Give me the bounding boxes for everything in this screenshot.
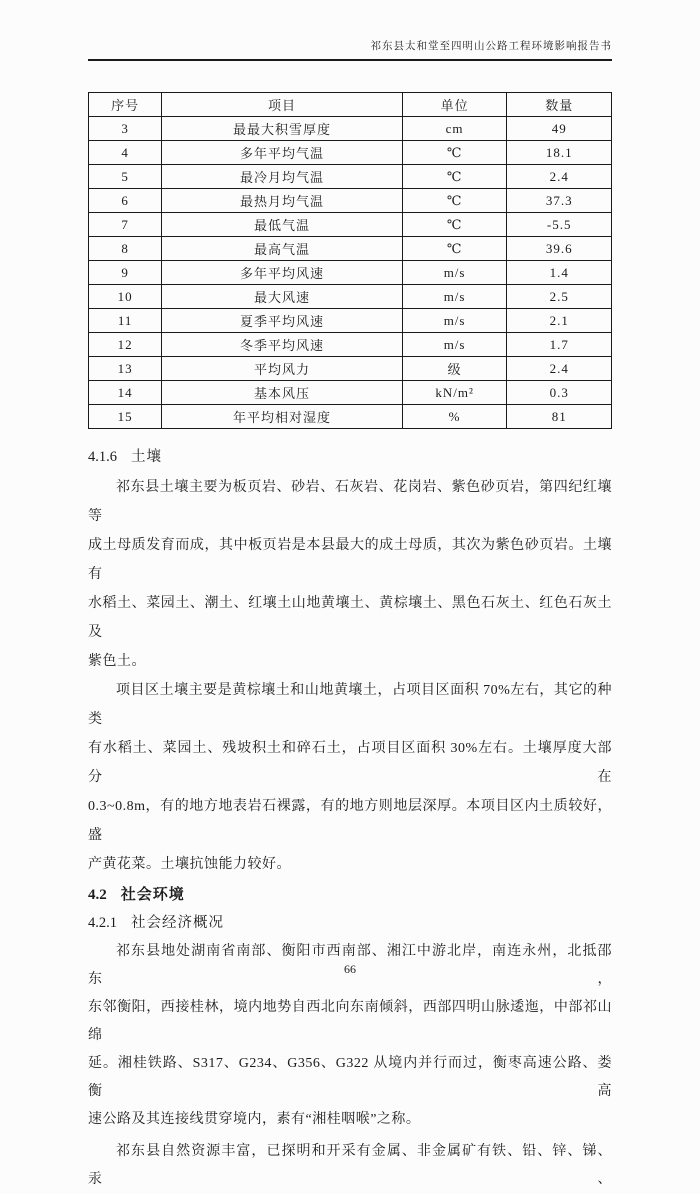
- table-cell: 平均风力: [162, 357, 403, 381]
- table-row: [89, 117, 612, 141]
- table-row: [89, 309, 612, 333]
- paragraph-line: 速公路及其连接线贯穿境内，素有“湘桂咽喉”之称。: [88, 1112, 421, 1127]
- table-row: [89, 261, 612, 285]
- table-row: [89, 189, 612, 213]
- report-header-title: 祁东县太和堂至四明山公路工程环境影响报告书: [88, 40, 612, 61]
- table-cell: 多年平均风速: [162, 261, 403, 285]
- table-cell: 10: [89, 285, 162, 309]
- table-cell: m/s: [402, 261, 507, 285]
- table-cell: 年平均相对湿度: [162, 405, 403, 429]
- table-cell: 冬季平均风速: [162, 333, 403, 357]
- table-cell: 37.3: [507, 189, 612, 213]
- table-cell: 1.4: [507, 261, 612, 285]
- table-cell: 4: [89, 141, 162, 165]
- climate-table: [88, 92, 612, 429]
- table-cell: cm: [402, 117, 507, 141]
- table-cell: 0.3: [507, 381, 612, 405]
- table-cell: 夏季平均风速: [162, 309, 403, 333]
- table-cell: 多年平均气温: [162, 141, 403, 165]
- table-cell: 14: [89, 381, 162, 405]
- table-cell: 11: [89, 309, 162, 333]
- table-header-cell: 单位: [402, 93, 507, 117]
- table-row: [89, 357, 612, 381]
- table-row: [89, 237, 612, 261]
- paragraph-line: 有水稻土、菜园土、残坡积土和碎石土，占项目区面积 30%左右。土壤厚度大部分在: [88, 741, 612, 785]
- table-cell: 3: [89, 117, 162, 141]
- table-cell: 2.5: [507, 285, 612, 309]
- section-number: 4.2.1: [88, 915, 117, 931]
- section-heading-social-economy: [88, 913, 612, 933]
- paragraph-line: 0.3~0.8m，有的地方地表岩石裸露，有的地方则地层深厚。本项目区内土质较好，盛: [88, 799, 612, 843]
- paragraph-line: 项目区土壤主要是黄棕壤土和山地黄壤土，占项目区面积 70%左右，其它的种类: [88, 683, 612, 727]
- table-cell: 基本风压: [162, 381, 403, 405]
- table-cell: 9: [89, 261, 162, 285]
- table-cell: 2.4: [507, 165, 612, 189]
- section-heading-soil: [88, 447, 612, 467]
- table-cell: kN/m²: [402, 381, 507, 405]
- table-cell: 最大风速: [162, 285, 403, 309]
- paragraph-line: 成土母质发育而成，其中板页岩是本县最大的成土母质，其次为紫色砂页岩。土壤有: [88, 538, 612, 582]
- table-cell: 49: [507, 117, 612, 141]
- table-header-cell: 项目: [162, 93, 403, 117]
- table-row: [89, 381, 612, 405]
- table-cell: ℃: [402, 213, 507, 237]
- table-cell: 5: [89, 165, 162, 189]
- table-cell: 6: [89, 189, 162, 213]
- table-header-cell: 序号: [89, 93, 162, 117]
- table-cell: 1.7: [507, 333, 612, 357]
- paragraph-line: 祁东县地处湖南省南部、衡阳市西南部、湘江中游北岸，南连永州，北抵邵东，: [88, 944, 612, 987]
- table-cell: 最热月均气温: [162, 189, 403, 213]
- table-cell: -5.5: [507, 213, 612, 237]
- table-cell: ℃: [402, 237, 507, 261]
- paragraph-line: 产黄花菜。土壤抗蚀能力较好。: [88, 857, 291, 872]
- paragraph-line: 延。湘桂铁路、S317、G234、G356、G322 从境内并行而过，衡枣高速公路、娄衡高: [88, 1056, 612, 1099]
- table-row: [89, 405, 612, 429]
- paragraph-line: 祁东县土壤主要为板页岩、砂岩、石灰岩、花岗岩、紫色砂页岩，第四纪红壤等: [88, 480, 612, 524]
- table-cell: 18.1: [507, 141, 612, 165]
- section-number: 4.2: [88, 887, 107, 903]
- table-cell: 12: [89, 333, 162, 357]
- table-row: [89, 213, 612, 237]
- soil-paragraph-2: [88, 676, 612, 879]
- paragraph-line: 水稻土、菜园土、潮土、红壤土山地黄壤土、黄棕壤土、黑色石灰土、红色石灰土及: [88, 596, 612, 640]
- table-header-cell: 数量: [507, 93, 612, 117]
- page-content: [88, 40, 612, 1194]
- section-heading-social: [88, 885, 612, 905]
- section-label: 社会环境: [120, 887, 185, 903]
- table-cell: m/s: [402, 285, 507, 309]
- table-cell: 最低气温: [162, 213, 403, 237]
- table-row: [89, 285, 612, 309]
- section-label: 社会经济概况: [131, 915, 224, 931]
- table-cell: ℃: [402, 189, 507, 213]
- table-row: [89, 165, 612, 189]
- table-cell: 15: [89, 405, 162, 429]
- paragraph-line: 东邻衡阳，西接桂林，境内地势自西北向东南倾斜，西部四明山脉逶迤，中部祁山绵: [88, 1000, 612, 1043]
- social-paragraph-2: [88, 1138, 612, 1194]
- table-cell: 81: [507, 405, 612, 429]
- soil-paragraph-1: [88, 473, 612, 676]
- table-cell: ℃: [402, 141, 507, 165]
- paragraph-line: 祁东县自然资源丰富，已探明和开采有金属、非金属矿有铁、铅、锌、锑、汞、: [88, 1144, 612, 1187]
- table-cell: 39.6: [507, 237, 612, 261]
- table-cell: 最高气温: [162, 237, 403, 261]
- table-cell: %: [402, 405, 507, 429]
- table-header-row: [89, 93, 612, 117]
- table-row: [89, 141, 612, 165]
- table-cell: 7: [89, 213, 162, 237]
- paragraph-line: 紫色土。: [88, 654, 146, 669]
- table-cell: 8: [89, 237, 162, 261]
- page-number: 66: [344, 962, 356, 976]
- table-cell: ℃: [402, 165, 507, 189]
- table-cell: 最最大积雪厚度: [162, 117, 403, 141]
- table-cell: 13: [89, 357, 162, 381]
- table-cell: 2.1: [507, 309, 612, 333]
- table-cell: 级: [402, 357, 507, 381]
- table-cell: 2.4: [507, 357, 612, 381]
- table-cell: m/s: [402, 333, 507, 357]
- section-number: 4.1.6: [88, 449, 117, 465]
- table-cell: 最冷月均气温: [162, 165, 403, 189]
- section-label: 土壤: [131, 449, 162, 465]
- table-row: [89, 333, 612, 357]
- table-cell: m/s: [402, 309, 507, 333]
